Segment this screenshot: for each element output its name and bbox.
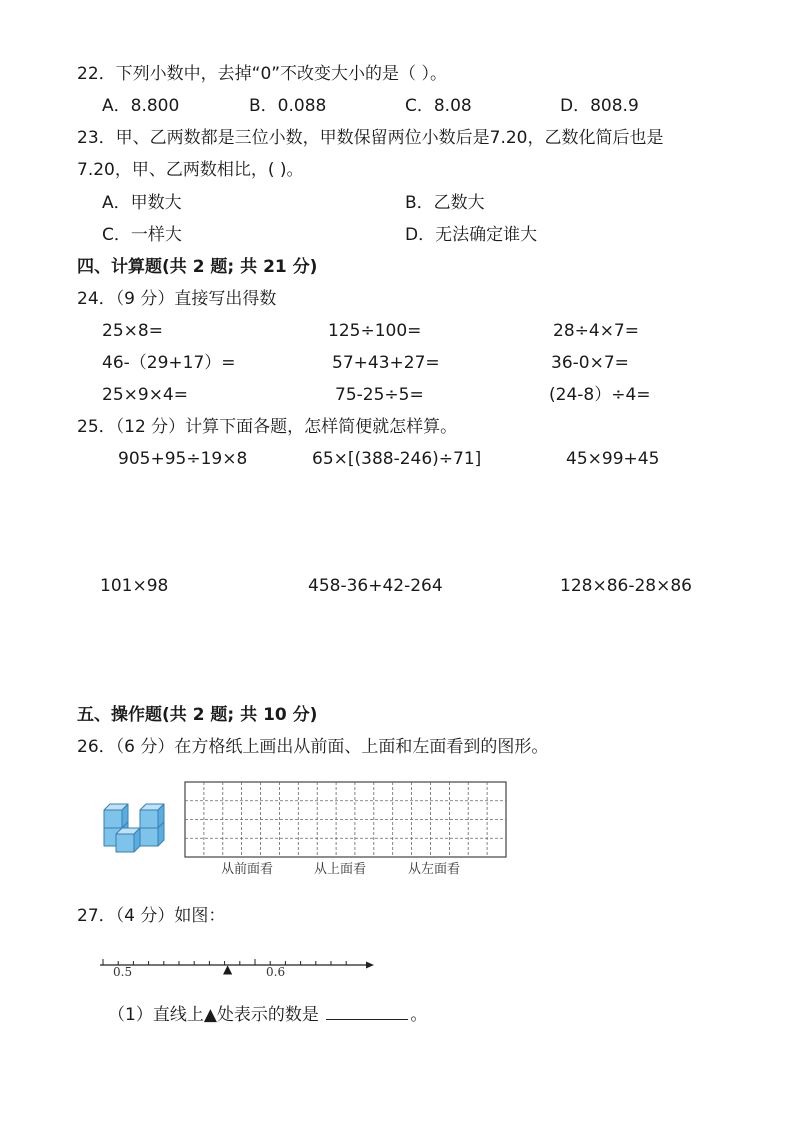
q26-stem: 26．（6 分）在方格纸上画出从前面、上面和左面看到的图形。 [77, 737, 549, 757]
q22-option-c: C．8.08 [405, 96, 472, 116]
q24-item: 57+43+27= [332, 353, 440, 373]
number-line [98, 956, 378, 974]
grid-label-left-view: 从左面看 [408, 862, 461, 877]
q23-stem-line1: 23．甲、乙两数都是三位小数，甲数保留两位小数后是7.20，乙数化简后也是 [77, 128, 664, 148]
grid-label-front-view: 从前面看 [221, 862, 274, 877]
q25-item: 905+95÷19×8 [118, 449, 248, 469]
triangle-marker-inline: ▲ [203, 1005, 217, 1025]
q25-item: 128×86-28×86 [560, 576, 692, 596]
q25-stem: 25．（12 分）计算下面各题，怎样简便就怎样算。 [77, 417, 458, 437]
q24-item: 125÷100= [328, 321, 422, 341]
q24-item: 36-0×7= [551, 353, 629, 373]
q24-item: 46-（29+17）= [102, 353, 236, 373]
q23-stem-line2: 7.20，甲、乙两数相比，( )。 [77, 160, 304, 180]
q23-option-b: B．乙数大 [405, 193, 485, 213]
section-title-calculation: 四、计算题(共 2 题; 共 21 分) [77, 257, 318, 277]
grid-label-top-view: 从上面看 [314, 862, 367, 877]
q24-item: 75-25÷5= [335, 385, 424, 405]
q24-item: 28÷4×7= [553, 321, 639, 341]
cube-stack-figure [100, 800, 172, 858]
q22-stem: 22．下列小数中，去掉“0”不改变大小的是（ ）。 [77, 64, 447, 84]
number-line-label-end: 0.6 [266, 965, 286, 979]
q25-item: 101×98 [100, 576, 169, 596]
q22-option-b: B．0.088 [249, 96, 327, 116]
q23-option-a: A．甲数大 [102, 193, 182, 213]
section-title-operation: 五、操作题(共 2 题; 共 10 分) [77, 705, 318, 725]
q23-option-c: C．一样大 [102, 225, 182, 245]
q23-option-d: D．无法确定谁大 [405, 225, 538, 245]
answer-blank[interactable] [326, 1005, 408, 1020]
q24-item: 25×8= [102, 321, 163, 341]
q25-item: 458-36+42-264 [308, 576, 443, 596]
number-line-label-start: 0.5 [113, 965, 133, 979]
answer-grid-paper[interactable] [184, 781, 508, 859]
q27-sub1-end: 。 [410, 1005, 428, 1025]
number-line-triangle-marker: ▲ [223, 962, 233, 976]
q27-sub1-prefix: （1）直线上 [108, 1005, 204, 1025]
q25-item: 65×[(388-246)÷71] [312, 449, 482, 469]
q25-item: 45×99+45 [566, 449, 660, 469]
q27-stem: 27．（4 分）如图： [77, 906, 226, 926]
q22-option-a: A．8.800 [102, 96, 180, 116]
q24-item: (24-8）÷4= [549, 385, 651, 405]
q24-item: 25×9×4= [102, 385, 188, 405]
q22-option-d: D．808.9 [560, 96, 639, 116]
q24-stem: 24．（9 分）直接写出得数 [77, 289, 277, 309]
q27-subquestion-1 [108, 1005, 427, 1024]
q27-sub1-text: 处表示的数是 [216, 1005, 319, 1025]
